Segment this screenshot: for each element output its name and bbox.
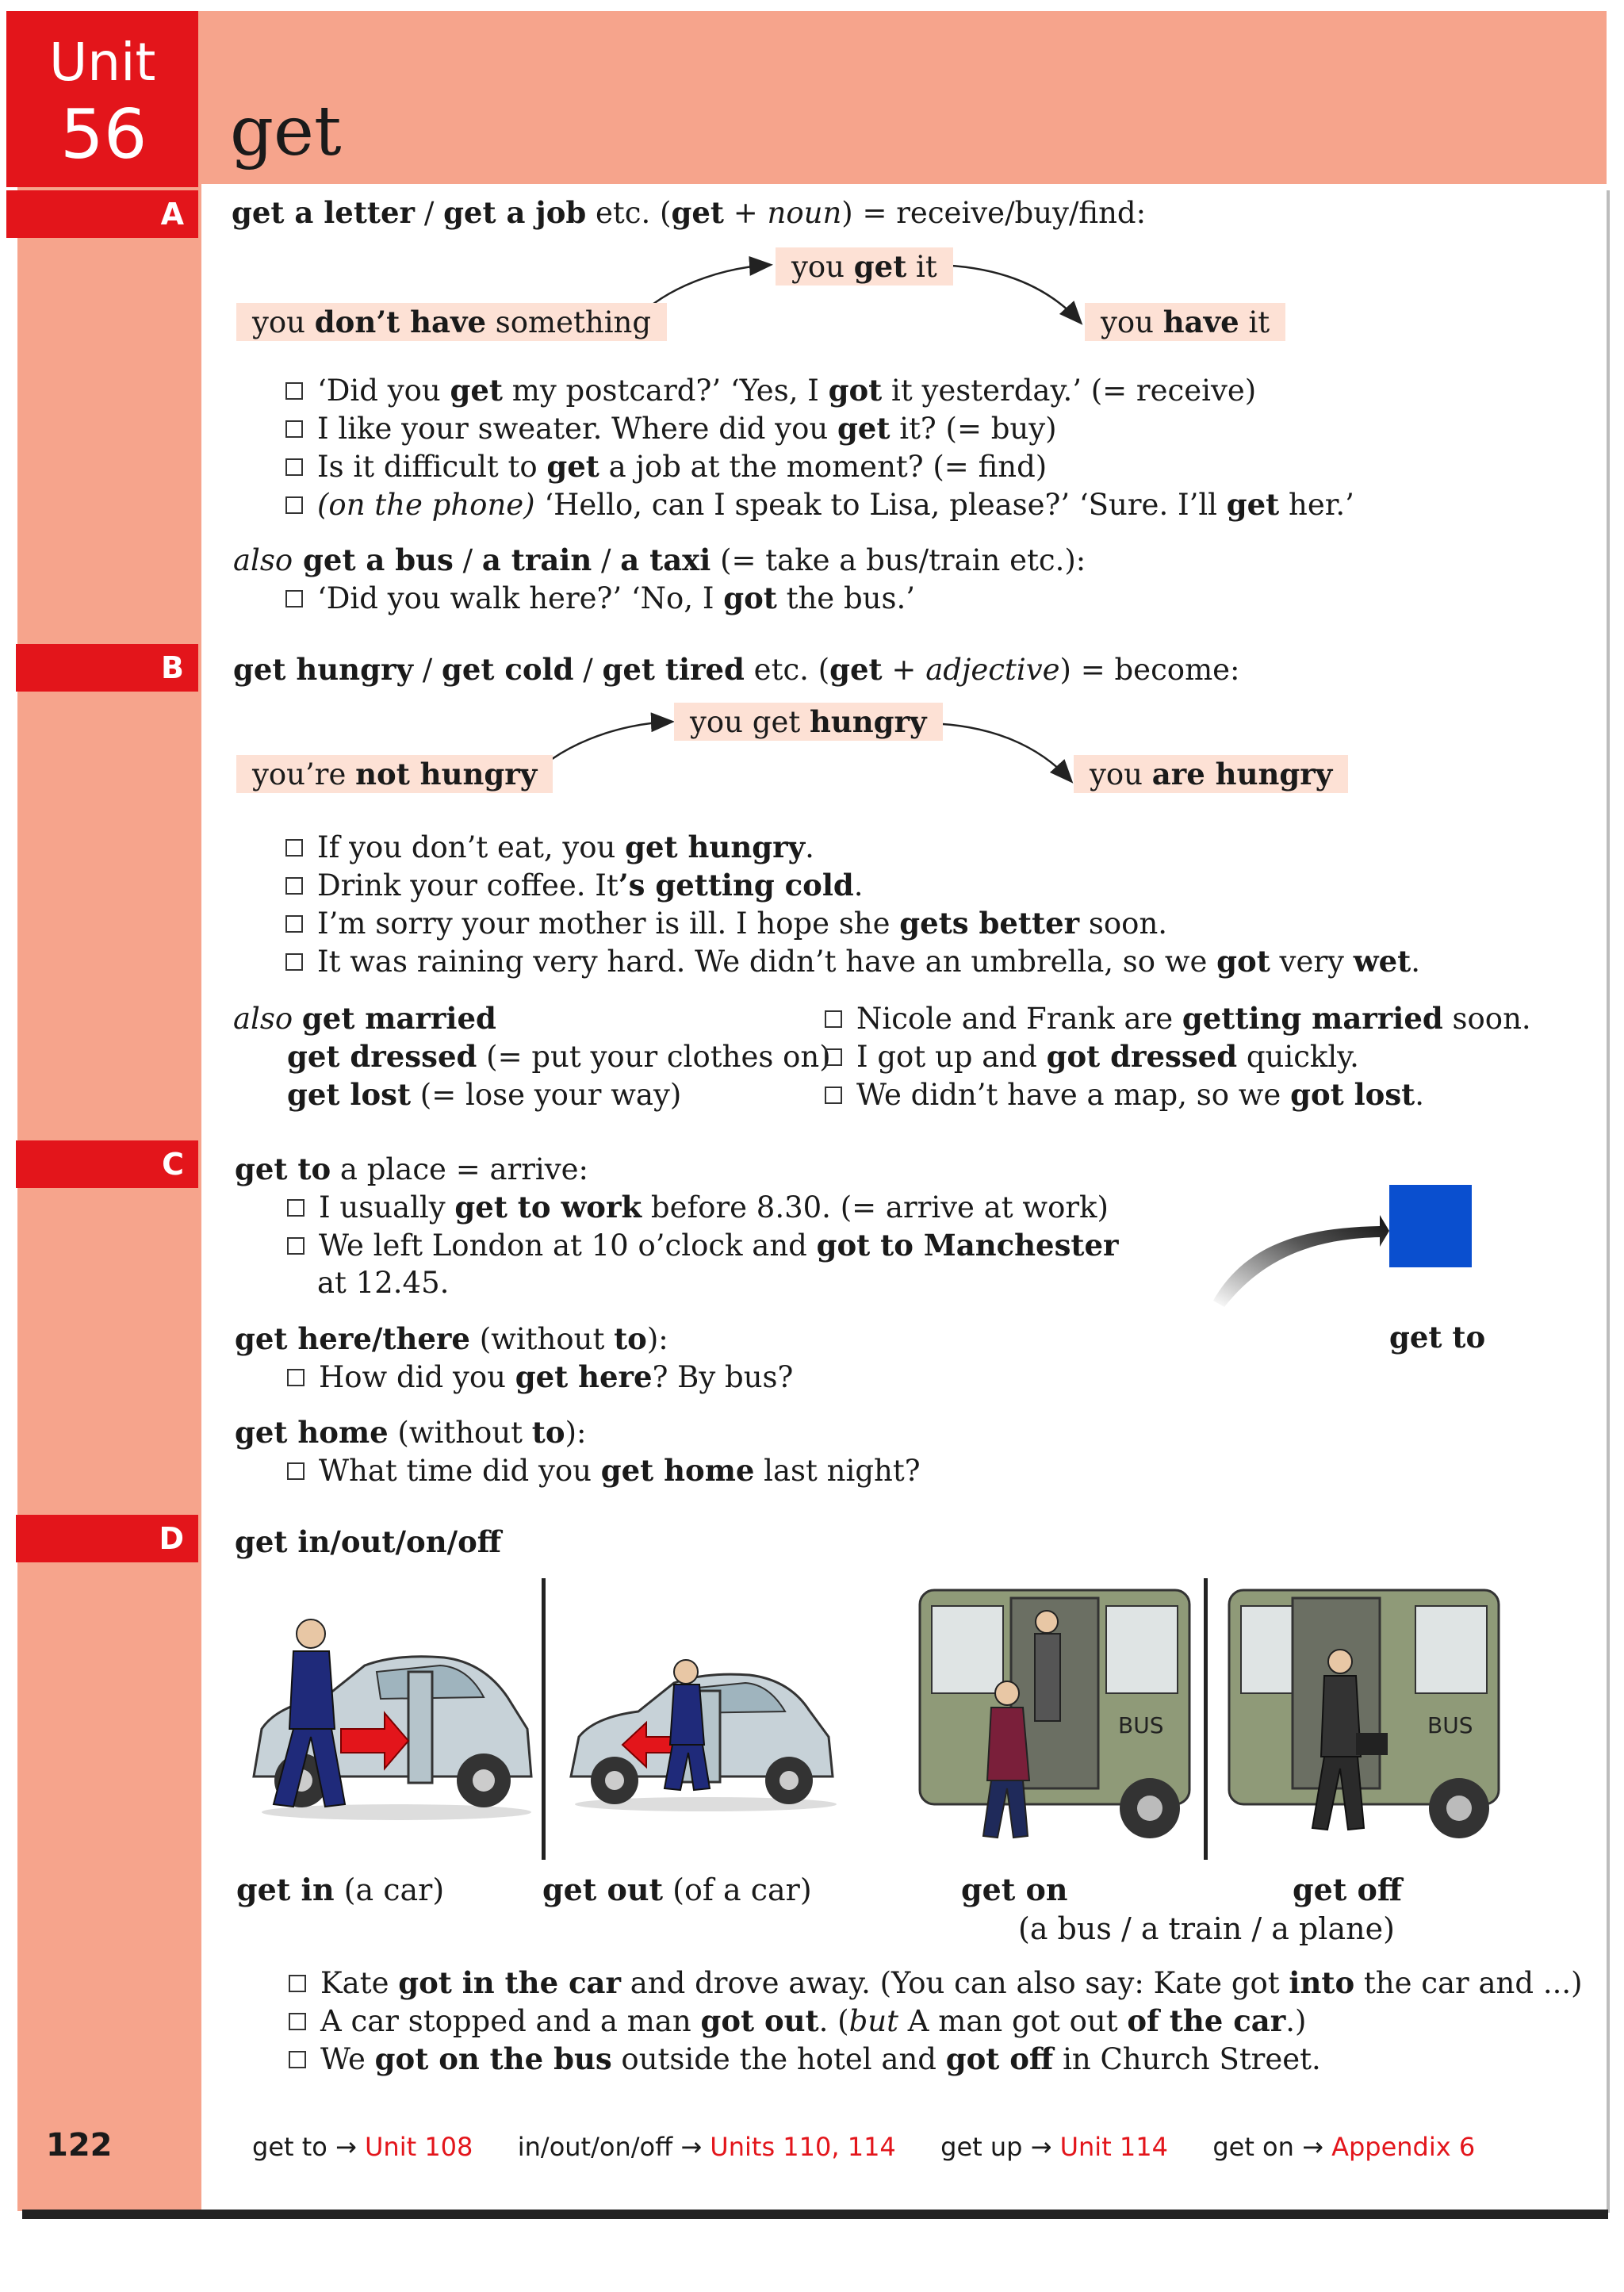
section-a-also: also get a bus / a train / a taxi (= take a bus/train etc.): xyxy=(233,542,1086,577)
get-to-label: get to xyxy=(1389,1320,1486,1355)
get-out-car-illustration xyxy=(563,1634,848,1848)
caption-vehicles: (a bus / a train / a plane) xyxy=(1018,1911,1395,1946)
diagram-b-left: you’re not hungry xyxy=(236,755,553,793)
section-c-home: get home (without to): xyxy=(235,1415,587,1450)
footer-crossrefs xyxy=(252,2132,1475,2162)
bullet-box-icon xyxy=(289,2051,306,2068)
section-b-heading: get hungry / get cold / get tired etc. (get + adjective) = become: xyxy=(233,652,1240,687)
bullet-box-icon xyxy=(289,2013,306,2030)
bus-label: BUS xyxy=(1118,1712,1164,1738)
example-b7: We didn’t have a map, so we got lost. xyxy=(825,1075,1424,1114)
bullet-box-icon xyxy=(285,877,303,895)
example-c1: I usually get to work before 8.30. (= arrive at work) xyxy=(287,1188,1109,1227)
caption-get-off: get off xyxy=(1293,1872,1403,1907)
crossref-1[interactable]: get to → Unit 108 xyxy=(252,2132,473,2162)
bullet-box-icon xyxy=(285,839,303,857)
example-a4: (on the phone) ‘Hello, can I speak to Lisa, please?’ ‘Sure. I’ll get her.’ xyxy=(285,485,1354,524)
section-c-heading: get to a place = arrive: xyxy=(235,1152,588,1186)
section-d-heading: get in/out/on/off xyxy=(235,1524,502,1559)
bullet-box-icon xyxy=(287,1369,304,1386)
section-b-also-1: also get married xyxy=(233,1001,496,1036)
crossref-2[interactable]: in/out/on/off → Units 110, 114 xyxy=(517,2132,896,2162)
section-marker-a: A xyxy=(6,190,198,238)
crossref-3[interactable]: get up → Unit 114 xyxy=(940,2132,1168,2162)
bullet-box-icon xyxy=(285,420,303,438)
example-c2-cont: at 12.45. xyxy=(317,1266,450,1300)
example-d1: Kate got in the car and drove away. (You can also say: Kate got into the car and ...) xyxy=(289,1964,1583,2003)
section-b-also-2: get dressed (= put your clothes on) xyxy=(287,1039,831,1074)
bullet-box-icon xyxy=(285,382,303,400)
illustration-divider xyxy=(542,1578,546,1860)
example-b5: Nicole and Frank are getting married soon. xyxy=(825,999,1531,1038)
get-off-bus-illustration xyxy=(1221,1574,1507,1860)
crossref-4[interactable]: get on → Appendix 6 xyxy=(1212,2132,1476,2162)
example-b3: I’m sorry your mother is ill. I hope she gets better soon. xyxy=(285,904,1167,943)
example-b2: Drink your coffee. It’s getting cold. xyxy=(285,866,864,905)
example-d2: A car stopped and a man got out. (but A man got out of the car.) xyxy=(289,2002,1306,2041)
bullet-box-icon xyxy=(825,1048,842,1066)
get-on-bus-illustration xyxy=(912,1574,1197,1860)
section-marker-c: C xyxy=(16,1140,198,1188)
get-in-car-illustration xyxy=(238,1610,539,1848)
example-d3: We got on the bus outside the hotel and got off in Church Street. xyxy=(289,2040,1321,2079)
bullet-box-icon xyxy=(825,1010,842,1028)
section-a-heading: get a letter / get a job etc. (get + noun) = receive/buy/find: xyxy=(232,195,1147,230)
diagram-a-left: you don’t have something xyxy=(236,303,667,341)
section-b-also-3: get lost (= lose your way) xyxy=(287,1077,682,1112)
bullet-box-icon xyxy=(287,1462,304,1480)
illustration-divider xyxy=(1204,1578,1208,1860)
bullet-box-icon xyxy=(285,590,303,607)
diagram-a-right: you have it xyxy=(1085,303,1285,341)
example-c3: How did you get here? By bus? xyxy=(287,1358,793,1397)
diagram-b-right: you are hungry xyxy=(1074,755,1348,793)
example-c2: We left London at 10 o’clock and got to Manchester xyxy=(287,1226,1119,1265)
section-c-here: get here/there (without to): xyxy=(235,1321,668,1356)
page-title: get xyxy=(230,92,342,171)
section-marker-d: D xyxy=(16,1515,198,1562)
bus-label: BUS xyxy=(1427,1712,1473,1738)
bullet-box-icon xyxy=(285,496,303,514)
example-a3: Is it difficult to get a job at the moment? (= find) xyxy=(285,447,1047,486)
example-a1: ‘Did you get my postcard?’ ‘Yes, I got it yesterday.’ (= receive) xyxy=(285,371,1256,410)
bullet-box-icon xyxy=(285,458,303,476)
example-a5: ‘Did you walk here?’ ‘No, I got the bus.’ xyxy=(285,579,915,618)
bottom-rule xyxy=(22,2210,1608,2219)
example-b4: It was raining very hard. We didn’t have an umbrella, so we got very wet. xyxy=(285,942,1420,981)
swoosh-arrow-icon xyxy=(1213,1215,1389,1307)
example-c4: What time did you get home last night? xyxy=(287,1451,921,1490)
bullet-box-icon xyxy=(287,1237,304,1255)
bullet-box-icon xyxy=(285,953,303,971)
bullet-box-icon xyxy=(287,1199,304,1217)
caption-get-out: get out (of a car) xyxy=(542,1872,812,1907)
caption-get-on: get on xyxy=(961,1872,1068,1907)
example-b6: I got up and got dressed quickly. xyxy=(825,1037,1359,1076)
diagram-b-middle: you get hungry xyxy=(674,703,943,741)
example-b1: If you don’t eat, you get hungry. xyxy=(285,828,814,867)
example-a2: I like your sweater. Where did you get it? (= buy) xyxy=(285,409,1057,448)
bullet-box-icon xyxy=(285,915,303,933)
bullet-box-icon xyxy=(289,1975,306,1992)
unit-number: 56 xyxy=(60,95,147,174)
destination-square xyxy=(1389,1185,1472,1267)
caption-get-in: get in (a car) xyxy=(236,1872,445,1907)
diagram-a-middle: you get it xyxy=(776,247,953,286)
bullet-box-icon xyxy=(825,1087,842,1104)
unit-word: Unit xyxy=(49,32,156,93)
page-number: 122 xyxy=(46,2127,113,2164)
section-marker-b: B xyxy=(16,644,198,692)
get-to-illustration xyxy=(1189,1166,1491,1324)
